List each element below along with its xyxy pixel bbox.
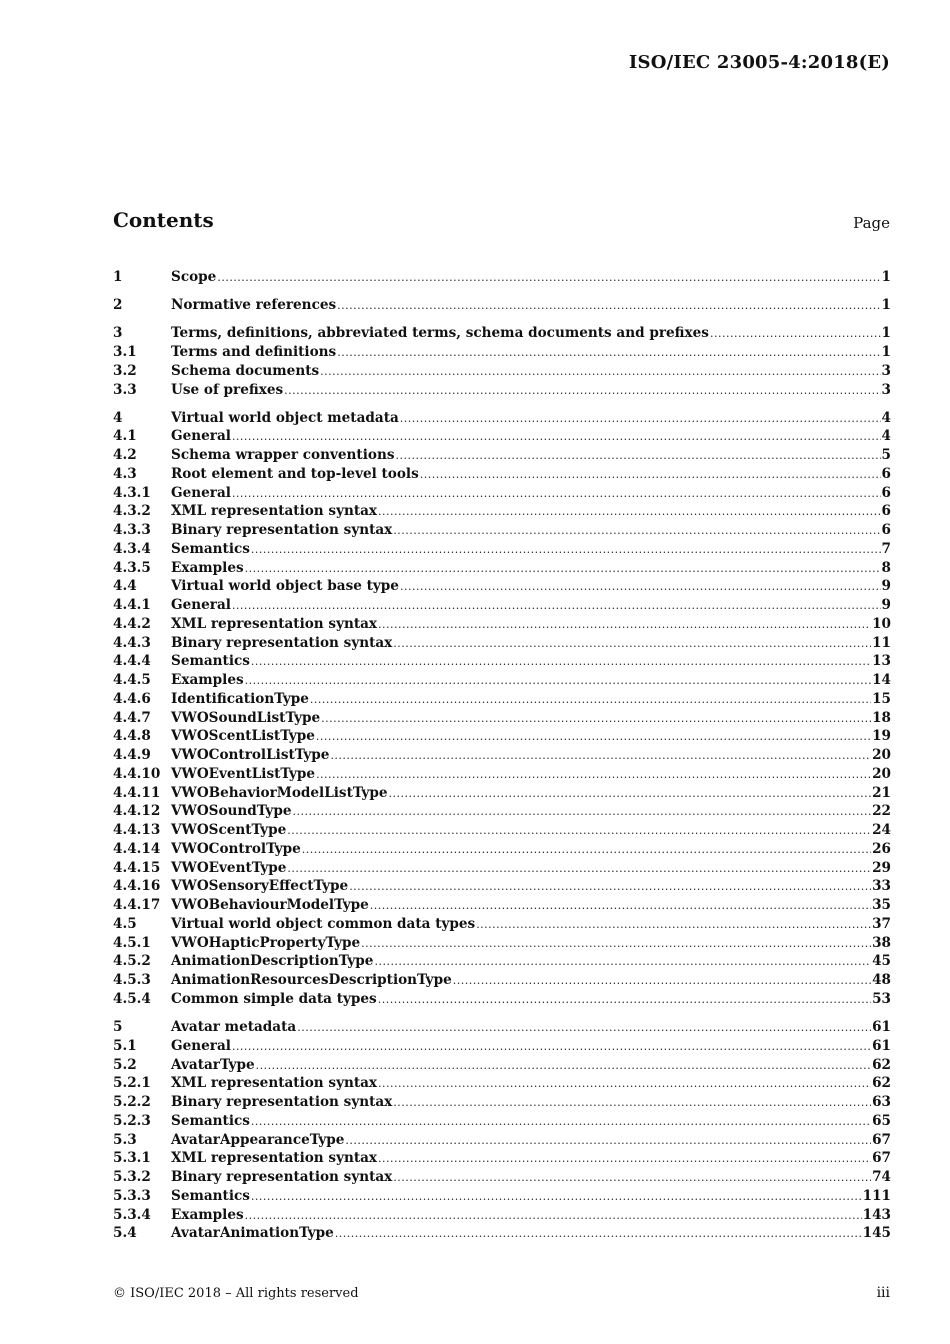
toc-entry-title[interactable]: Terms and definitions bbox=[171, 344, 337, 361]
toc-entry[interactable] bbox=[113, 1093, 891, 1112]
toc-entry-title[interactable]: IdentificationType bbox=[171, 690, 309, 707]
toc-entry-title[interactable]: AvatarAppearanceType bbox=[171, 1131, 345, 1148]
toc-entry-title[interactable]: AvatarType bbox=[171, 1056, 255, 1073]
toc-entry-page[interactable]: 37 bbox=[872, 915, 891, 932]
toc-entry-number: 4.3 bbox=[113, 465, 137, 482]
toc-entry[interactable] bbox=[113, 1168, 891, 1187]
toc-entry-title[interactable]: General bbox=[171, 484, 231, 501]
toc-entry-title[interactable]: Semantics bbox=[171, 1112, 250, 1129]
toc-entry-title[interactable]: VWOBehaviorModelListType bbox=[171, 784, 388, 801]
toc-entry-number: 4.3.2 bbox=[113, 503, 151, 520]
toc-entry-number: 4.5.4 bbox=[113, 990, 151, 1007]
toc-entry-title[interactable]: Terms, definitions, abbreviated terms, schema documents and prefixes bbox=[171, 325, 709, 342]
toc-dot-leader bbox=[378, 503, 880, 522]
toc-entry-title[interactable]: XML representation syntax bbox=[171, 1075, 378, 1092]
toc-dot-leader bbox=[251, 1188, 862, 1207]
toc-entry[interactable] bbox=[113, 934, 891, 953]
toc-entry-number: 4.4.17 bbox=[113, 897, 161, 914]
toc-entry-number: 4.4.4 bbox=[113, 653, 151, 670]
toc-entry-number: 3.3 bbox=[113, 381, 137, 398]
toc-entry-number: 4.4.9 bbox=[113, 747, 151, 764]
toc-entry-number: 4.4.16 bbox=[113, 878, 161, 895]
toc-entry[interactable] bbox=[113, 465, 891, 484]
toc-entry-title[interactable]: Binary representation syntax bbox=[171, 634, 393, 651]
toc-entry-page[interactable]: 61 bbox=[872, 1037, 891, 1054]
toc-entry-number: 4.5 bbox=[113, 915, 137, 932]
toc-entry[interactable] bbox=[113, 652, 891, 671]
toc-entry-page[interactable]: 35 bbox=[872, 897, 891, 914]
toc-entry-number: 3.2 bbox=[113, 362, 137, 379]
toc-dot-leader bbox=[302, 841, 871, 860]
toc-entry[interactable] bbox=[113, 1112, 891, 1131]
toc-entry-number: 4.4.15 bbox=[113, 859, 161, 876]
toc-entry-title[interactable]: Semantics bbox=[171, 1187, 250, 1204]
toc-dot-leader bbox=[349, 878, 871, 897]
toc-entry-number: 4.4.6 bbox=[113, 690, 151, 707]
toc-entry-number: 5.2.2 bbox=[113, 1094, 151, 1111]
toc-dot-leader bbox=[251, 1113, 871, 1132]
toc-entry-number: 5.4 bbox=[113, 1225, 137, 1242]
toc-entry[interactable] bbox=[113, 559, 891, 578]
toc-dot-leader bbox=[400, 578, 881, 597]
toc-entry-number: 4.3.3 bbox=[113, 522, 151, 539]
toc-dot-leader bbox=[287, 822, 871, 841]
toc-entry-page[interactable]: 74 bbox=[872, 1169, 891, 1186]
toc-dot-leader bbox=[251, 653, 871, 672]
toc-entry-number: 4.4.14 bbox=[113, 840, 161, 857]
toc-dot-leader bbox=[293, 803, 872, 822]
toc-dot-leader bbox=[330, 747, 871, 766]
toc-entry-page[interactable]: 21 bbox=[872, 784, 891, 801]
toc-dot-leader bbox=[453, 972, 871, 991]
toc-entry[interactable] bbox=[113, 596, 891, 615]
toc-entry-title[interactable]: AnimationDescriptionType bbox=[171, 953, 374, 970]
toc-dot-leader bbox=[232, 485, 881, 504]
toc-entry-title[interactable]: VWOEventListType bbox=[171, 765, 316, 782]
toc-dot-leader bbox=[316, 766, 871, 785]
toc-entry[interactable] bbox=[113, 840, 891, 859]
toc-entry[interactable] bbox=[113, 1206, 891, 1225]
toc-entry-title[interactable]: Schema documents bbox=[171, 362, 320, 379]
toc-entry[interactable] bbox=[113, 952, 891, 971]
toc-entry-page[interactable]: 14 bbox=[872, 672, 891, 689]
toc-entry-number: 5.3.4 bbox=[113, 1206, 151, 1223]
toc-dot-leader bbox=[217, 269, 880, 288]
toc-entry-page[interactable]: 9 bbox=[881, 578, 891, 595]
toc-entry-title[interactable]: VWOControlListType bbox=[171, 747, 330, 764]
toc-entry-number: 5 bbox=[113, 1019, 123, 1036]
toc-dot-leader bbox=[389, 785, 872, 804]
toc-entry[interactable] bbox=[113, 577, 891, 596]
toc-entry-number: 4.4.1 bbox=[113, 597, 151, 614]
toc-entry[interactable] bbox=[113, 521, 891, 540]
toc-entry-number: 5.3 bbox=[113, 1131, 137, 1148]
toc-entry[interactable] bbox=[113, 765, 891, 784]
toc-entry-number: 4.5.2 bbox=[113, 953, 151, 970]
toc-dot-leader bbox=[395, 447, 880, 466]
toc-entry[interactable] bbox=[113, 971, 891, 990]
toc-entry[interactable] bbox=[113, 502, 891, 521]
page-number: iii bbox=[876, 1285, 890, 1301]
toc-entry-page[interactable]: 143 bbox=[862, 1206, 891, 1223]
toc-dot-leader bbox=[245, 1207, 862, 1226]
toc-entry[interactable] bbox=[113, 802, 891, 821]
toc-entry-title[interactable]: Schema wrapper conventions bbox=[171, 447, 395, 464]
toc-entry-page[interactable]: 29 bbox=[872, 859, 891, 876]
toc-entry-number: 5.3.1 bbox=[113, 1150, 151, 1167]
toc-entry[interactable] bbox=[113, 727, 891, 746]
toc-entry-number: 5.2.3 bbox=[113, 1112, 151, 1129]
toc-entry[interactable] bbox=[113, 746, 891, 765]
toc-entry[interactable] bbox=[113, 484, 891, 503]
toc-entry[interactable] bbox=[113, 784, 891, 803]
toc-entry[interactable] bbox=[113, 896, 891, 915]
toc-entry-number: 4.3.4 bbox=[113, 540, 151, 557]
toc-dot-leader bbox=[337, 297, 880, 316]
toc-entry-page[interactable]: 19 bbox=[872, 728, 891, 745]
toc-entry-title[interactable]: VWOScentType bbox=[171, 822, 287, 839]
toc-entry-number: 4.4.2 bbox=[113, 615, 151, 632]
toc-entry-title[interactable]: Virtual world object base type bbox=[171, 578, 399, 595]
toc-entry-title[interactable]: Examples bbox=[171, 1206, 244, 1223]
toc-entry[interactable] bbox=[113, 268, 891, 287]
toc-dot-leader bbox=[345, 1132, 871, 1151]
toc-entry[interactable] bbox=[113, 296, 891, 315]
toc-entry-number: 4.4.7 bbox=[113, 709, 151, 726]
toc-entry[interactable] bbox=[113, 446, 891, 465]
toc-dot-leader bbox=[476, 916, 871, 935]
toc-dot-leader bbox=[361, 935, 871, 954]
toc-entry-number: 4.4.13 bbox=[113, 822, 161, 839]
toc-entry-page[interactable]: 3 bbox=[881, 381, 891, 398]
toc-entry-title[interactable]: Semantics bbox=[171, 653, 250, 670]
toc-entry-title[interactable]: XML representation syntax bbox=[171, 1150, 378, 1167]
toc-entry-page[interactable]: 3 bbox=[881, 362, 891, 379]
toc-dot-leader bbox=[378, 991, 871, 1010]
toc-entry[interactable] bbox=[113, 671, 891, 690]
toc-entry[interactable] bbox=[113, 1056, 891, 1075]
toc-entry[interactable] bbox=[113, 634, 891, 653]
toc-dot-leader bbox=[335, 1225, 862, 1244]
toc-dot-leader bbox=[420, 466, 881, 485]
toc-entry-page[interactable]: 6 bbox=[881, 522, 891, 539]
toc-entry-number: 4.4.5 bbox=[113, 672, 151, 689]
toc-entry-title[interactable]: VWOEventType bbox=[171, 859, 287, 876]
toc-entry-title[interactable]: VWOBehaviourModelType bbox=[171, 897, 369, 914]
toc-entry-page[interactable]: 145 bbox=[862, 1225, 891, 1242]
toc-entry-page[interactable]: 38 bbox=[872, 934, 891, 951]
toc-dot-leader bbox=[710, 325, 881, 344]
toc-entry-page[interactable]: 62 bbox=[872, 1075, 891, 1092]
toc-dot-leader bbox=[287, 860, 871, 879]
toc-dot-leader bbox=[316, 728, 871, 747]
toc-entry[interactable] bbox=[113, 709, 891, 728]
toc-entry-title[interactable]: XML representation syntax bbox=[171, 615, 378, 632]
toc-entry[interactable] bbox=[113, 427, 891, 446]
toc-entry-title[interactable]: Virtual world object common data types bbox=[171, 915, 476, 932]
toc-entry[interactable] bbox=[113, 324, 891, 343]
toc-entry-page[interactable]: 48 bbox=[872, 972, 891, 989]
toc-entry-page[interactable]: 63 bbox=[872, 1094, 891, 1111]
toc-dot-leader bbox=[297, 1019, 871, 1038]
toc-dot-leader bbox=[393, 1094, 871, 1113]
toc-dot-leader bbox=[337, 344, 880, 363]
toc-entry-number: 4.4.12 bbox=[113, 803, 161, 820]
toc-dot-leader bbox=[232, 428, 881, 447]
toc-entry-number: 2 bbox=[113, 297, 123, 314]
toc-entry-title[interactable]: General bbox=[171, 597, 231, 614]
toc-entry-page[interactable]: 7 bbox=[881, 540, 891, 557]
toc-entry-title[interactable]: Binary representation syntax bbox=[171, 1169, 393, 1186]
toc-dot-leader bbox=[232, 1038, 871, 1057]
toc-entry[interactable] bbox=[113, 381, 891, 400]
toc-entry[interactable] bbox=[113, 1074, 891, 1093]
toc-entry[interactable] bbox=[113, 1224, 891, 1243]
toc-entry-number: 1 bbox=[113, 269, 123, 285]
toc-entry-page[interactable]: 33 bbox=[872, 878, 891, 895]
toc-entry-page[interactable]: 5 bbox=[881, 447, 891, 464]
toc-entry-title[interactable]: Root element and top-level tools bbox=[171, 465, 419, 482]
toc-dot-leader bbox=[321, 710, 871, 729]
toc-dot-leader bbox=[393, 635, 871, 654]
document-id: ISO/IEC 23005-4:2018(E) bbox=[628, 52, 890, 73]
toc-entry[interactable] bbox=[113, 1131, 891, 1150]
toc-entry-title[interactable]: AvatarAnimationType bbox=[171, 1225, 334, 1242]
toc-entry-page[interactable]: 1 bbox=[881, 269, 891, 285]
toc-entry-page[interactable]: 67 bbox=[872, 1131, 891, 1148]
toc-entry-title[interactable]: VWOSoundType bbox=[171, 803, 292, 820]
toc-entry-title[interactable]: Examples bbox=[171, 672, 244, 689]
copyright-notice: © ISO/IEC 2018 – All rights reserved bbox=[113, 1286, 359, 1301]
toc-entry-page[interactable]: 11 bbox=[872, 634, 891, 651]
toc-dot-leader bbox=[245, 560, 881, 579]
toc-entry-number: 4.1 bbox=[113, 428, 137, 445]
toc-entry-title[interactable]: Binary representation syntax bbox=[171, 522, 393, 539]
toc-entry-page[interactable]: 1 bbox=[881, 344, 891, 361]
toc-entry-number: 4.2 bbox=[113, 447, 137, 464]
toc-dot-leader bbox=[284, 382, 880, 401]
toc-entry-page[interactable]: 20 bbox=[872, 765, 891, 782]
toc-dot-leader bbox=[400, 410, 881, 429]
toc-entry[interactable] bbox=[113, 1187, 891, 1206]
contents-heading: Contents bbox=[113, 208, 214, 232]
toc-entry[interactable] bbox=[113, 990, 891, 1009]
toc-entry-page[interactable]: 4 bbox=[881, 428, 891, 445]
toc-dot-leader bbox=[320, 363, 880, 382]
toc-entry-title[interactable]: VWOScentListType bbox=[171, 728, 315, 745]
toc-entry-page[interactable]: 61 bbox=[872, 1019, 891, 1036]
toc-entry-page[interactable]: 10 bbox=[872, 615, 891, 632]
toc-entry[interactable] bbox=[113, 362, 891, 381]
toc-entry-number: 4.4.10 bbox=[113, 765, 161, 782]
toc-entry-number: 4.5.3 bbox=[113, 972, 151, 989]
toc-dot-leader bbox=[310, 691, 871, 710]
toc-entry[interactable] bbox=[113, 615, 891, 634]
toc-entry[interactable] bbox=[113, 540, 891, 559]
toc-entry-number: 5.2.1 bbox=[113, 1075, 151, 1092]
toc-entry[interactable] bbox=[113, 1037, 891, 1056]
toc-entry-page[interactable]: 13 bbox=[872, 653, 891, 670]
toc-dot-leader bbox=[251, 541, 881, 560]
toc-entry-page[interactable]: 8 bbox=[881, 559, 891, 576]
toc-entry[interactable] bbox=[113, 409, 891, 428]
toc-entry-page[interactable]: 9 bbox=[881, 597, 891, 614]
toc-dot-leader bbox=[378, 1075, 871, 1094]
toc-entry-page[interactable]: 111 bbox=[862, 1187, 891, 1204]
toc-entry-number: 4.3.1 bbox=[113, 484, 151, 501]
toc-entry-number: 4.4.3 bbox=[113, 634, 151, 651]
toc-entry-number: 5.3.2 bbox=[113, 1169, 151, 1186]
toc-entry-title[interactable]: VWOSoundListType bbox=[171, 709, 321, 726]
toc-entry-page[interactable]: 6 bbox=[881, 484, 891, 501]
toc-entry[interactable] bbox=[113, 690, 891, 709]
toc-entry-page[interactable]: 45 bbox=[872, 953, 891, 970]
toc-entry-page[interactable]: 65 bbox=[872, 1112, 891, 1129]
toc-entry-title[interactable]: Use of prefixes bbox=[171, 381, 284, 398]
toc-entry[interactable] bbox=[113, 859, 891, 878]
toc-entry-page[interactable]: 1 bbox=[881, 297, 891, 314]
toc-entry-number: 4.5.1 bbox=[113, 934, 151, 951]
toc-entry-title[interactable]: Examples bbox=[171, 559, 244, 576]
toc-entry-page[interactable]: 53 bbox=[872, 990, 891, 1007]
toc-entry-number: 4.4 bbox=[113, 578, 137, 595]
toc-dot-leader bbox=[370, 897, 871, 916]
toc-entry-number: 5.2 bbox=[113, 1056, 137, 1073]
toc-entry-title[interactable]: VWOControlType bbox=[171, 840, 301, 857]
toc-entry-page[interactable]: 4 bbox=[881, 409, 891, 426]
toc-entry[interactable] bbox=[113, 1018, 891, 1037]
toc-entry-title[interactable]: Normative references bbox=[171, 297, 337, 314]
toc-entry-title[interactable]: AnimationResourcesDescriptionType bbox=[171, 972, 452, 989]
toc-dot-leader bbox=[378, 616, 871, 635]
toc-dot-leader bbox=[374, 953, 871, 972]
toc-entry-page[interactable]: 6 bbox=[881, 503, 891, 520]
toc-entry-title[interactable]: Semantics bbox=[171, 540, 250, 557]
toc-entry-page[interactable]: 1 bbox=[881, 325, 891, 342]
toc-entry-title[interactable]: XML representation syntax bbox=[171, 503, 378, 520]
toc-dot-leader bbox=[245, 672, 871, 691]
toc-entry-page[interactable]: 20 bbox=[872, 747, 891, 764]
toc-entry-title[interactable]: General bbox=[171, 428, 231, 445]
toc-entry-number: 4.4.11 bbox=[113, 784, 161, 801]
toc-entry-page[interactable]: 22 bbox=[872, 803, 891, 820]
toc-entry-page[interactable]: 67 bbox=[872, 1150, 891, 1167]
toc-entry-number: 4 bbox=[113, 409, 123, 426]
toc-entry-number: 4.4.8 bbox=[113, 728, 151, 745]
toc-entry[interactable] bbox=[113, 821, 891, 840]
toc-entry-title[interactable]: Common simple data types bbox=[171, 990, 377, 1007]
toc-entry-title[interactable]: Scope bbox=[171, 269, 217, 285]
toc-entry-page[interactable]: 26 bbox=[872, 840, 891, 857]
toc-entry[interactable] bbox=[113, 1149, 891, 1168]
toc-entry-page[interactable]: 62 bbox=[872, 1056, 891, 1073]
toc-entry-title[interactable]: Binary representation syntax bbox=[171, 1094, 393, 1111]
toc-entry-number: 5.1 bbox=[113, 1037, 137, 1054]
toc-entry-title[interactable]: Virtual world object metadata bbox=[171, 409, 399, 426]
toc-entry-number: 3.1 bbox=[113, 344, 137, 361]
toc-entry-title[interactable]: VWOHapticPropertyType bbox=[171, 934, 361, 951]
toc-entry-page[interactable]: 18 bbox=[872, 709, 891, 726]
toc-dot-leader bbox=[393, 1169, 871, 1188]
toc-dot-leader bbox=[232, 597, 881, 616]
toc-entry-title[interactable]: Avatar metadata bbox=[171, 1019, 297, 1036]
toc-entry-page[interactable]: 24 bbox=[872, 822, 891, 839]
toc-entry-number: 5.3.3 bbox=[113, 1187, 151, 1204]
toc-entry[interactable] bbox=[113, 877, 891, 896]
toc-entry-number: 3 bbox=[113, 325, 123, 342]
toc-entry-number: 4.3.5 bbox=[113, 559, 151, 576]
toc-entry-title[interactable]: VWOSensoryEffectType bbox=[171, 878, 349, 895]
toc-entry[interactable] bbox=[113, 915, 891, 934]
toc-dot-leader bbox=[256, 1057, 871, 1076]
page-column-label: Page bbox=[853, 214, 890, 232]
toc-dot-leader bbox=[378, 1150, 871, 1169]
toc-entry-page[interactable]: 15 bbox=[872, 690, 891, 707]
toc-entry[interactable] bbox=[113, 343, 891, 362]
toc-entry-page[interactable]: 6 bbox=[881, 465, 891, 482]
table-of-contents bbox=[113, 268, 891, 1243]
toc-entry-title[interactable]: General bbox=[171, 1037, 231, 1054]
toc-dot-leader bbox=[393, 522, 880, 541]
